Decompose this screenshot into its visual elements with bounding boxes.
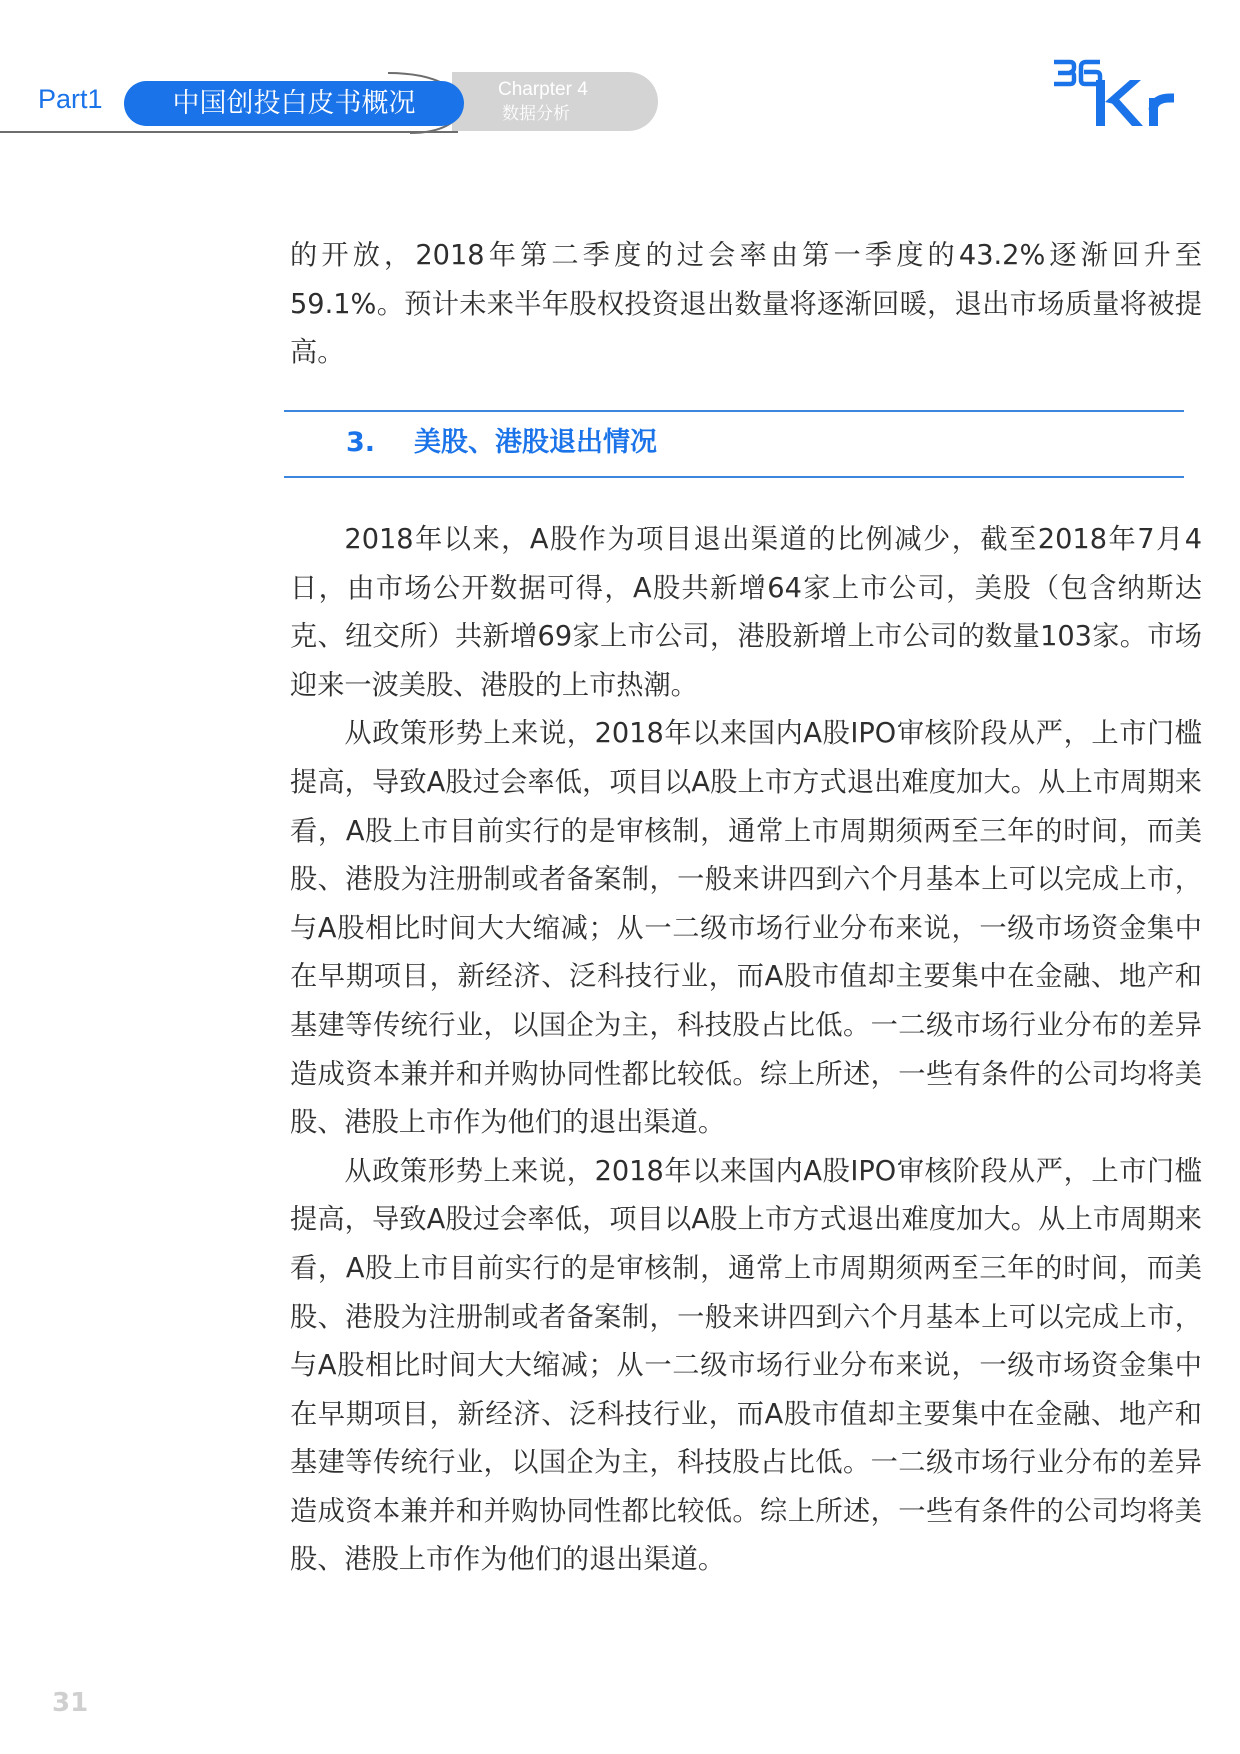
paragraph: 2018年以来，A股作为项目退出渠道的比例减少，截至2018年7月4日，由市场公开数据可得，A股共新增64家上市公司，美股（包含纳斯达克、纽交所）共新增69家上市公司，港股新增上市公司的数量103家。市场迎来一波美股、港股的上市热潮。 [290, 524, 1202, 701]
part-label: Part1 [38, 84, 103, 114]
chapter-title: Charpter 4 [498, 79, 588, 100]
chapter-subtitle: 数据分析 [502, 104, 570, 124]
part-title-pill: 中国创投白皮书概况 [124, 81, 464, 126]
section-heading [284, 410, 1184, 478]
page-number: 31 [52, 1688, 89, 1718]
36kr-logo [1050, 52, 1190, 130]
main-text-block [290, 516, 1202, 1585]
intro-text-block [290, 232, 1202, 378]
paragraph: 从政策形势上来说，2018年以来国内A股IPO审核阶段从严，上市门槛提高，导致A股过会率低，项目以A股上市方式退出难度加大。从上市周期来看，A股上市目前实行的是审核制，通常上市周期须两至三年的时间，而美股、港股为注册制或者备案制，一般来讲四到六个月基本上可以完成上市，与A股相比时间大大缩减；从一二级市场行业分布来说，一级市场资金集中在早期项目，新经济、泛科技行业，而A股市值却主要集中在金融、地产和基建等传统行业，以国企为主，科技股占比低。一二级市场行业分布的差异造成资本兼并和并购协同性都比较低。综上所述，一些有条件的公司均将美股、港股上市作为他们的退出渠道。 [290, 1155, 1202, 1576]
section-number: 3. [346, 427, 376, 458]
page-header [0, 0, 1240, 140]
paragraph: 从政策形势上来说，2018年以来国内A股IPO审核阶段从严，上市门槛提高，导致A股过会率低，项目以A股上市方式退出难度加大。从上市周期来看，A股上市目前实行的是审核制，通常上市周期须两至三年的时间，而美股、港股为注册制或者备案制，一般来讲四到六个月基本上可以完成上市，与A股相比时间大大缩减；从一二级市场行业分布来说，一级市场资金集中在早期项目，新经济、泛科技行业，而A股市值却主要集中在金融、地产和基建等传统行业，以国企为主，科技股占比低。一二级市场行业分布的差异造成资本兼并和并购协同性都比较低。综上所述，一些有条件的公司均将美股、港股上市作为他们的退出渠道。 [290, 718, 1202, 1139]
intro-paragraph: 的开放，2018年第二季度的过会率由第一季度的43.2%逐渐回升至59.1%。预计未来半年股权投资退出数量将逐渐回暖，退出市场质量将被提高。 [290, 240, 1202, 369]
section-title: 美股、港股退出情况 [414, 427, 657, 458]
